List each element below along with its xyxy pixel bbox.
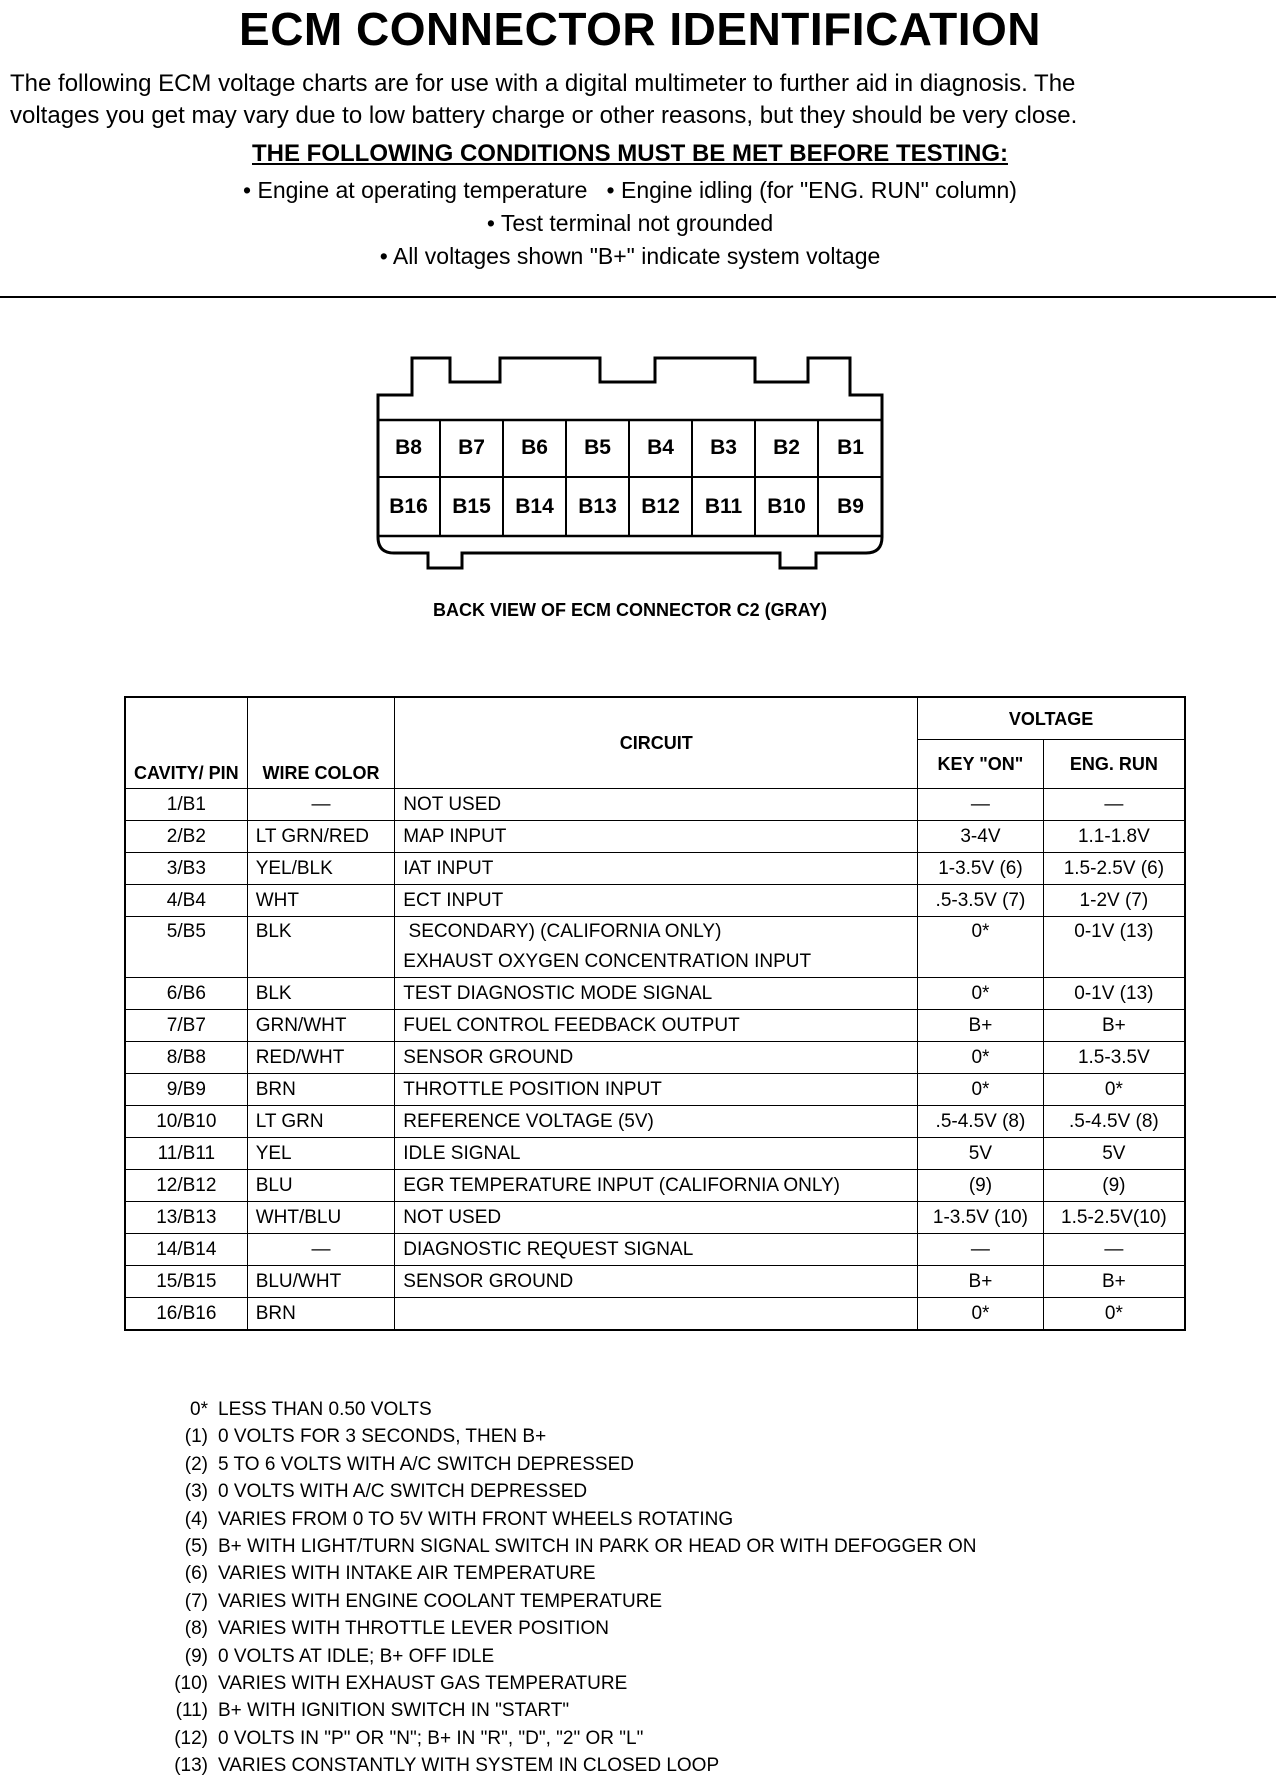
footnote-text: VARIES WITH INTAKE AIR TEMPERATURE xyxy=(218,1563,596,1585)
footnote-key: (9) xyxy=(184,1645,208,1667)
table-row xyxy=(125,1106,1185,1138)
pin-b16: B16 xyxy=(378,478,441,536)
cell-pin: 13/B13 xyxy=(125,1202,247,1234)
footnote-key: (11) xyxy=(175,1700,208,1722)
cell-wire: BLK xyxy=(247,978,395,1010)
cell-circuit xyxy=(395,1202,918,1234)
cell-key-on: 0* xyxy=(918,917,1044,978)
footnote-key: (12) xyxy=(174,1727,208,1749)
divider xyxy=(0,296,1276,298)
footnote-text: VARIES FROM 0 TO 5V WITH FRONT WHEELS ROTATING xyxy=(218,1508,734,1530)
footnotes xyxy=(148,1396,1248,1780)
header-voltage: VOLTAGE xyxy=(918,697,1185,740)
footnote xyxy=(148,1396,1248,1423)
header-circuit: CIRCUIT xyxy=(395,697,918,789)
table-row xyxy=(125,1138,1185,1170)
cell-wire: LT GRN/RED xyxy=(247,821,395,853)
cell-eng-run: 1-2V (7) xyxy=(1043,885,1185,917)
cell-wire: WHT xyxy=(247,885,395,917)
cell-key-on: 0* xyxy=(918,1042,1044,1074)
cell-pin: 14/B14 xyxy=(125,1234,247,1266)
cell-wire: YEL/BLK xyxy=(247,853,395,885)
cell-pin: 10/B10 xyxy=(125,1106,247,1138)
pin-b4: B4 xyxy=(630,420,693,478)
footnote xyxy=(148,1588,1248,1615)
cell-key-on: 0* xyxy=(918,978,1044,1010)
table-row xyxy=(125,853,1185,885)
circuit-line: FUEL CONTROL FEEDBACK OUTPUT xyxy=(403,1015,740,1036)
cell-eng-run: 1.5-2.5V (6) xyxy=(1043,853,1185,885)
cell-eng-run: 0* xyxy=(1043,1074,1185,1106)
table-row xyxy=(125,978,1185,1010)
cell-pin: 6/B6 xyxy=(125,978,247,1010)
pin-b13: B13 xyxy=(567,478,630,536)
footnote xyxy=(148,1506,1248,1533)
cell-wire: RED/WHT xyxy=(247,1042,395,1074)
footnote-text: LESS THAN 0.50 VOLTS xyxy=(218,1399,432,1420)
footnote-key: (6) xyxy=(184,1563,208,1585)
footnote xyxy=(148,1670,1248,1697)
footnote xyxy=(148,1643,1248,1670)
cell-circuit xyxy=(395,853,918,885)
cell-wire: BRN xyxy=(247,1298,395,1331)
circuit-line: SECONDARY) (CALIFORNIA ONLY) xyxy=(403,921,722,942)
cell-circuit xyxy=(395,821,918,853)
cell-key-on: — xyxy=(918,1234,1044,1266)
cell-circuit xyxy=(395,1138,918,1170)
cell-circuit xyxy=(395,1170,918,1202)
cell-pin: 2/B2 xyxy=(125,821,247,853)
cell-pin: 8/B8 xyxy=(125,1042,247,1074)
circuit-line: NOT USED xyxy=(403,1207,502,1228)
pin-b11: B11 xyxy=(693,478,756,536)
footnote xyxy=(148,1697,1248,1724)
cell-eng-run: 1.1-1.8V xyxy=(1043,821,1185,853)
conditions-heading: THE FOLLOWING CONDITIONS MUST BE MET BEFORE TESTING: xyxy=(252,140,1008,167)
pin-b7: B7 xyxy=(441,420,504,478)
table-row xyxy=(125,1298,1185,1331)
cell-eng-run: (9) xyxy=(1043,1170,1185,1202)
cell-pin: 1/B1 xyxy=(125,789,247,821)
pin-b15: B15 xyxy=(441,478,504,536)
circuit-line: NOT USED xyxy=(403,794,502,815)
table-body xyxy=(125,789,1185,1331)
circuit-line: SENSOR GROUND xyxy=(403,1271,574,1292)
cell-key-on: 0* xyxy=(918,1298,1044,1331)
footnote-key: (10) xyxy=(174,1673,208,1695)
cell-circuit xyxy=(395,1042,918,1074)
cell-pin: 15/B15 xyxy=(125,1266,247,1298)
cell-wire: LT GRN xyxy=(247,1106,395,1138)
pin-b2: B2 xyxy=(756,420,819,478)
cell-eng-run: 0-1V (13) xyxy=(1043,917,1185,978)
pin-b5: B5 xyxy=(567,420,630,478)
footnote-key: (13) xyxy=(174,1755,208,1777)
pin-grid xyxy=(378,420,882,536)
footnote xyxy=(148,1533,1248,1560)
cell-eng-run: B+ xyxy=(1043,1010,1185,1042)
table-row xyxy=(125,1234,1185,1266)
cell-key-on: 0* xyxy=(918,1074,1044,1106)
footnote-key: (5) xyxy=(184,1536,208,1558)
cell-eng-run: 0-1V (13) xyxy=(1043,978,1185,1010)
footnote-text: 0 VOLTS WITH A/C SWITCH DEPRESSED xyxy=(218,1481,588,1503)
cell-pin: 5/B5 xyxy=(125,917,247,978)
cell-circuit xyxy=(395,1234,918,1266)
footnote xyxy=(148,1725,1248,1752)
footnote xyxy=(148,1560,1248,1587)
cell-wire: BLU xyxy=(247,1170,395,1202)
cell-circuit xyxy=(395,978,918,1010)
cell-pin: 16/B16 xyxy=(125,1298,247,1331)
cell-circuit xyxy=(395,789,918,821)
footnote-key: (1) xyxy=(184,1426,208,1448)
cell-key-on: 5V xyxy=(918,1138,1044,1170)
circuit-line-2: EXHAUST OXYGEN CONCENTRATION INPUT xyxy=(403,951,812,972)
intro-line-1: The following ECM voltage charts are for use with a digital multimeter to further aid in diagnosis. The xyxy=(10,70,1076,97)
footnote-key: (4) xyxy=(184,1508,208,1530)
circuit-line: THROTTLE POSITION INPUT xyxy=(403,1079,662,1100)
circuit-line: DIAGNOSTIC REQUEST SIGNAL xyxy=(403,1239,694,1260)
table-row xyxy=(125,789,1185,821)
table-row xyxy=(125,1266,1185,1298)
footnote-key: (7) xyxy=(184,1590,208,1612)
cell-key-on: 1-3.5V (10) xyxy=(918,1202,1044,1234)
pin-b9: B9 xyxy=(837,495,864,518)
cell-key-on: — xyxy=(918,789,1044,821)
condition-2: • Test terminal not grounded xyxy=(486,210,774,236)
connector-caption: BACK VIEW OF ECM CONNECTOR C2 (GRAY) xyxy=(432,600,828,620)
cell-key-on: 3-4V xyxy=(918,821,1044,853)
footnote-key: (8) xyxy=(184,1618,208,1640)
pin-b10: B10 xyxy=(756,478,819,536)
cell-circuit xyxy=(395,1266,918,1298)
cell-key-on: 1-3.5V (6) xyxy=(918,853,1044,885)
circuit-line: REFERENCE VOLTAGE (5V) xyxy=(403,1111,654,1132)
cell-pin: 3/B3 xyxy=(125,853,247,885)
voltage-table xyxy=(124,696,1186,1331)
header-cavity: CAVITY/ PIN xyxy=(125,697,247,789)
cell-eng-run: .5-4.5V (8) xyxy=(1043,1106,1185,1138)
cell-eng-run: 0* xyxy=(1043,1298,1185,1331)
cell-circuit xyxy=(395,1106,918,1138)
table-row xyxy=(125,1074,1185,1106)
table-row xyxy=(125,1170,1185,1202)
pin-b6: B6 xyxy=(504,420,567,478)
footnote-text: 5 TO 6 VOLTS WITH A/C SWITCH DEPRESSED xyxy=(218,1453,634,1475)
cell-pin: 4/B4 xyxy=(125,885,247,917)
cell-circuit xyxy=(395,885,918,917)
cell-wire: — xyxy=(247,1234,395,1266)
header-key-on: KEY "ON" xyxy=(918,740,1044,789)
table-row xyxy=(125,1042,1185,1074)
cell-key-on: (9) xyxy=(918,1170,1044,1202)
cell-pin: 9/B9 xyxy=(125,1074,247,1106)
cell-wire: GRN/WHT xyxy=(247,1010,395,1042)
table-row xyxy=(125,885,1185,917)
footnote-key: 0* xyxy=(190,1399,208,1420)
circuit-line: TEST DIAGNOSTIC MODE SIGNAL xyxy=(403,983,713,1004)
cell-circuit xyxy=(395,1074,918,1106)
condition-1: • Engine at operating temperature • Engine idling (for "ENG. RUN" column) xyxy=(243,177,1017,203)
condition-3: • All voltages shown "B+" indicate system voltage xyxy=(379,243,881,269)
footnote-text: B+ WITH IGNITION SWITCH IN "START" xyxy=(218,1700,570,1722)
cell-wire: WHT/BLU xyxy=(247,1202,395,1234)
footnote xyxy=(148,1752,1248,1779)
cell-eng-run: 1.5-2.5V(10) xyxy=(1043,1202,1185,1234)
circuit-line: IAT INPUT xyxy=(403,858,494,879)
cell-eng-run: — xyxy=(1043,1234,1185,1266)
circuit-line: MAP INPUT xyxy=(403,826,507,847)
cell-circuit xyxy=(395,917,918,978)
cell-wire: BRN xyxy=(247,1074,395,1106)
pin-b3: B3 xyxy=(693,420,756,478)
cell-wire: BLK xyxy=(247,917,395,978)
footnote-text: VARIES WITH THROTTLE LEVER POSITION xyxy=(218,1618,609,1640)
cell-wire: YEL xyxy=(247,1138,395,1170)
footnote xyxy=(148,1451,1248,1478)
footnote-text: 0 VOLTS AT IDLE; B+ OFF IDLE xyxy=(218,1645,495,1667)
header-eng-run: ENG. RUN xyxy=(1043,740,1185,789)
table-row xyxy=(125,1202,1185,1234)
circuit-line: ECT INPUT xyxy=(403,890,504,911)
table-row xyxy=(125,821,1185,853)
cell-eng-run: — xyxy=(1043,789,1185,821)
cell-key-on: B+ xyxy=(918,1266,1044,1298)
table-row xyxy=(125,917,1185,978)
cell-key-on: B+ xyxy=(918,1010,1044,1042)
cell-eng-run: 1.5-3.5V xyxy=(1043,1042,1185,1074)
footnote-text: VARIES WITH ENGINE COOLANT TEMPERATURE xyxy=(218,1590,663,1612)
conditions-list xyxy=(0,174,1260,273)
cell-key-on: .5-3.5V (7) xyxy=(918,885,1044,917)
table-row xyxy=(125,1010,1185,1042)
cell-pin: 7/B7 xyxy=(125,1010,247,1042)
cell-eng-run: 5V xyxy=(1043,1138,1185,1170)
page-title: ECM CONNECTOR IDENTIFICATION xyxy=(239,3,1041,55)
footnote-text: 0 VOLTS IN "P" OR "N"; B+ IN "R", "D", "2" OR "L" xyxy=(218,1727,644,1749)
circuit-line: EGR TEMPERATURE INPUT (CALIFORNIA ONLY) xyxy=(403,1175,840,1196)
cell-eng-run: B+ xyxy=(1043,1266,1185,1298)
cell-pin: 11/B11 xyxy=(125,1138,247,1170)
intro-text xyxy=(10,68,1270,132)
cell-pin: 12/B12 xyxy=(125,1170,247,1202)
cell-circuit xyxy=(395,1010,918,1042)
cell-circuit xyxy=(395,1298,918,1331)
footnote-text: VARIES WITH EXHAUST GAS TEMPERATURE xyxy=(218,1673,628,1695)
connector-diagram xyxy=(360,355,890,575)
circuit-line: SENSOR GROUND xyxy=(403,1047,574,1068)
pin-b14: B14 xyxy=(504,478,567,536)
footnote-text: 0 VOLTS FOR 3 SECONDS, THEN B+ xyxy=(218,1426,547,1448)
cell-key-on: .5-4.5V (8) xyxy=(918,1106,1044,1138)
pin-b12: B12 xyxy=(630,478,693,536)
footnote-key: (3) xyxy=(184,1481,208,1503)
circuit-line: IDLE SIGNAL xyxy=(403,1143,521,1164)
footnote-key: (2) xyxy=(184,1453,208,1475)
intro-line-2: voltages you get may vary due to low battery charge or other reasons, but they should be very close. xyxy=(10,102,1078,129)
cell-wire: — xyxy=(247,789,395,821)
footnote-text: VARIES CONSTANTLY WITH SYSTEM IN CLOSED LOOP xyxy=(218,1755,720,1777)
pin-b8: B8 xyxy=(378,420,441,478)
footnote xyxy=(148,1615,1248,1642)
header-wire: WIRE COLOR xyxy=(247,697,395,789)
footnote xyxy=(148,1423,1248,1450)
footnote xyxy=(148,1478,1248,1505)
footnote-text: B+ WITH LIGHT/TURN SIGNAL SWITCH IN PARK OR HEAD OR WITH DEFOGGER ON xyxy=(218,1536,977,1558)
cell-wire: BLU/WHT xyxy=(247,1266,395,1298)
pin-b1: B1 xyxy=(819,420,882,478)
